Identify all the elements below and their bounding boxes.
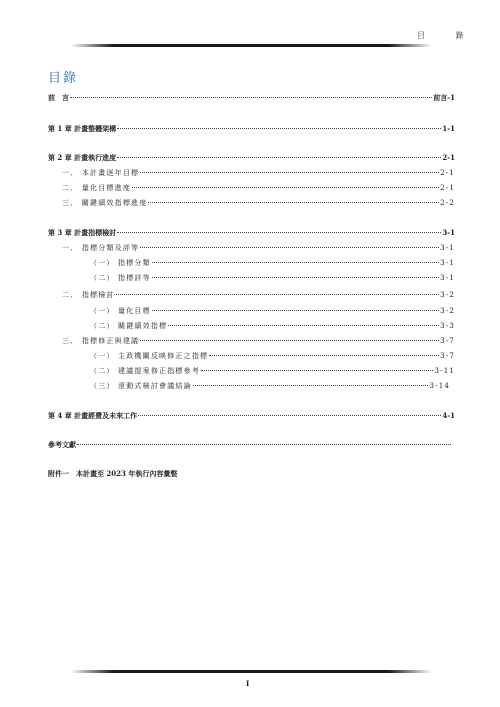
dot-leader [152, 310, 439, 311]
toc-entry-page: 3-3 [440, 322, 455, 330]
toc-entry-page: 3-1 [440, 259, 455, 267]
dot-leader [117, 232, 441, 233]
toc-entry-label: （二） 指標評等 [90, 274, 151, 282]
toc-entry-3-3-1[interactable] [90, 351, 455, 361]
toc-entry-3-1-1[interactable] [90, 258, 455, 268]
toc-entry-label: （一） 指標分類 [90, 259, 151, 267]
toc-entry-page: 2-1 [440, 169, 455, 177]
toc-entry-3-2-2[interactable] [90, 321, 455, 331]
toc-entry-label: （一） 量化目標 [90, 307, 151, 315]
toc-entry-label: （一） 主政機關反映修正之指標 [90, 352, 209, 360]
dot-leader [140, 340, 439, 341]
toc-entry-label: 三、 指標修正與建議 [62, 337, 140, 345]
toc-entry-label: （二） 建議提案修正指標參考 [90, 367, 201, 375]
toc-entry-references[interactable] [48, 440, 452, 450]
toc-heading: 目錄 [48, 71, 79, 86]
toc-entry-3-1-2[interactable] [90, 273, 455, 283]
toc-entry-3-3-2[interactable] [90, 366, 455, 376]
toc-entry-page: 3-1 [440, 244, 455, 252]
toc-entry-chapter-1[interactable] [48, 124, 455, 134]
toc-entry-page: 3-2 [440, 307, 455, 315]
toc-entry-label: 三、 關鍵績效指標進度 [62, 199, 148, 207]
dot-leader [117, 157, 441, 158]
toc-entry-2-3[interactable] [62, 198, 455, 208]
dot-leader [193, 385, 429, 386]
toc-entry-2-1[interactable] [62, 168, 455, 178]
toc-entry-3-3-3[interactable] [90, 381, 450, 391]
dot-leader [117, 128, 441, 129]
toc-entry-label: 二、 量化目標進度 [62, 184, 132, 192]
toc-entry-page: 1-1 [442, 124, 455, 133]
toc-entry-chapter-2[interactable] [48, 153, 455, 163]
toc-entry-page: 3-1 [440, 274, 455, 282]
toc-entry-3-2[interactable] [62, 290, 455, 300]
dot-leader [152, 262, 439, 263]
toc-entry-page: 2-1 [440, 184, 455, 192]
dot-leader [148, 202, 439, 203]
dot-leader [70, 97, 432, 98]
toc-entry-page: 2-1 [442, 153, 455, 162]
toc-entry-label: （二） 關鍵績效指標 [90, 322, 168, 330]
toc-entry-chapter-4[interactable] [48, 411, 455, 421]
toc-entry-appendix-1[interactable] [48, 469, 177, 479]
toc-entry-page: 3-1 [442, 228, 455, 237]
toc-entry-label: 二、 指標檢討 [62, 291, 115, 299]
toc-entry-page: 2-2 [440, 199, 455, 207]
toc-entry-label: 一、 本計畫逐年目標 [62, 169, 140, 177]
toc-entry-label: 第 3 章 計畫指標檢討 [48, 228, 117, 237]
dot-leader [140, 247, 439, 248]
toc-entry-page: 3-7 [440, 352, 455, 360]
toc-entry-label: 第 2 章 計畫執行進度 [48, 153, 117, 162]
toc-entry-page: 3-2 [440, 291, 455, 299]
toc-entry-3-1[interactable] [62, 243, 455, 253]
toc-entry-page: 3-14 [429, 382, 450, 390]
dot-leader [201, 370, 433, 371]
footer-rule [70, 670, 432, 673]
toc-entry-3-2-1[interactable] [90, 306, 455, 316]
toc-entry-page: 4-1 [442, 411, 455, 420]
page-number: I [246, 679, 250, 688]
toc-entry-page: 前言-1 [433, 93, 455, 102]
toc-entry-label: （三） 滾動式檢討會議結論 [90, 382, 192, 390]
dot-leader [209, 355, 439, 356]
dot-leader [138, 415, 441, 416]
dot-leader [77, 444, 451, 445]
toc-entry-label: 附件一 本計畫至 2023 年執行內容彙整 [48, 469, 178, 478]
header-rule [70, 44, 432, 47]
toc-entry-label: 第 1 章 計畫整體架構 [48, 124, 117, 133]
running-header-title: 目 錄 [417, 31, 478, 40]
toc-entry-label: 前 言 [48, 93, 69, 102]
dot-leader [168, 325, 439, 326]
toc-entry-preface[interactable] [48, 93, 455, 103]
toc-entry-page: 3-11 [434, 367, 455, 375]
toc-entry-label: 第 4 章 計畫經費及未來工作 [48, 411, 138, 420]
dot-leader [116, 294, 440, 295]
toc-entry-label: 參考文獻 [48, 440, 76, 449]
toc-entry-page: 3-7 [440, 337, 455, 345]
dot-leader [140, 172, 439, 173]
dot-leader [132, 187, 439, 188]
toc-entry-label: 一、 指標分類及評等 [62, 244, 140, 252]
toc-entry-2-2[interactable] [62, 183, 455, 193]
toc-entry-3-3[interactable] [62, 336, 455, 346]
toc-entry-chapter-3[interactable] [48, 228, 455, 238]
dot-leader [152, 277, 439, 278]
